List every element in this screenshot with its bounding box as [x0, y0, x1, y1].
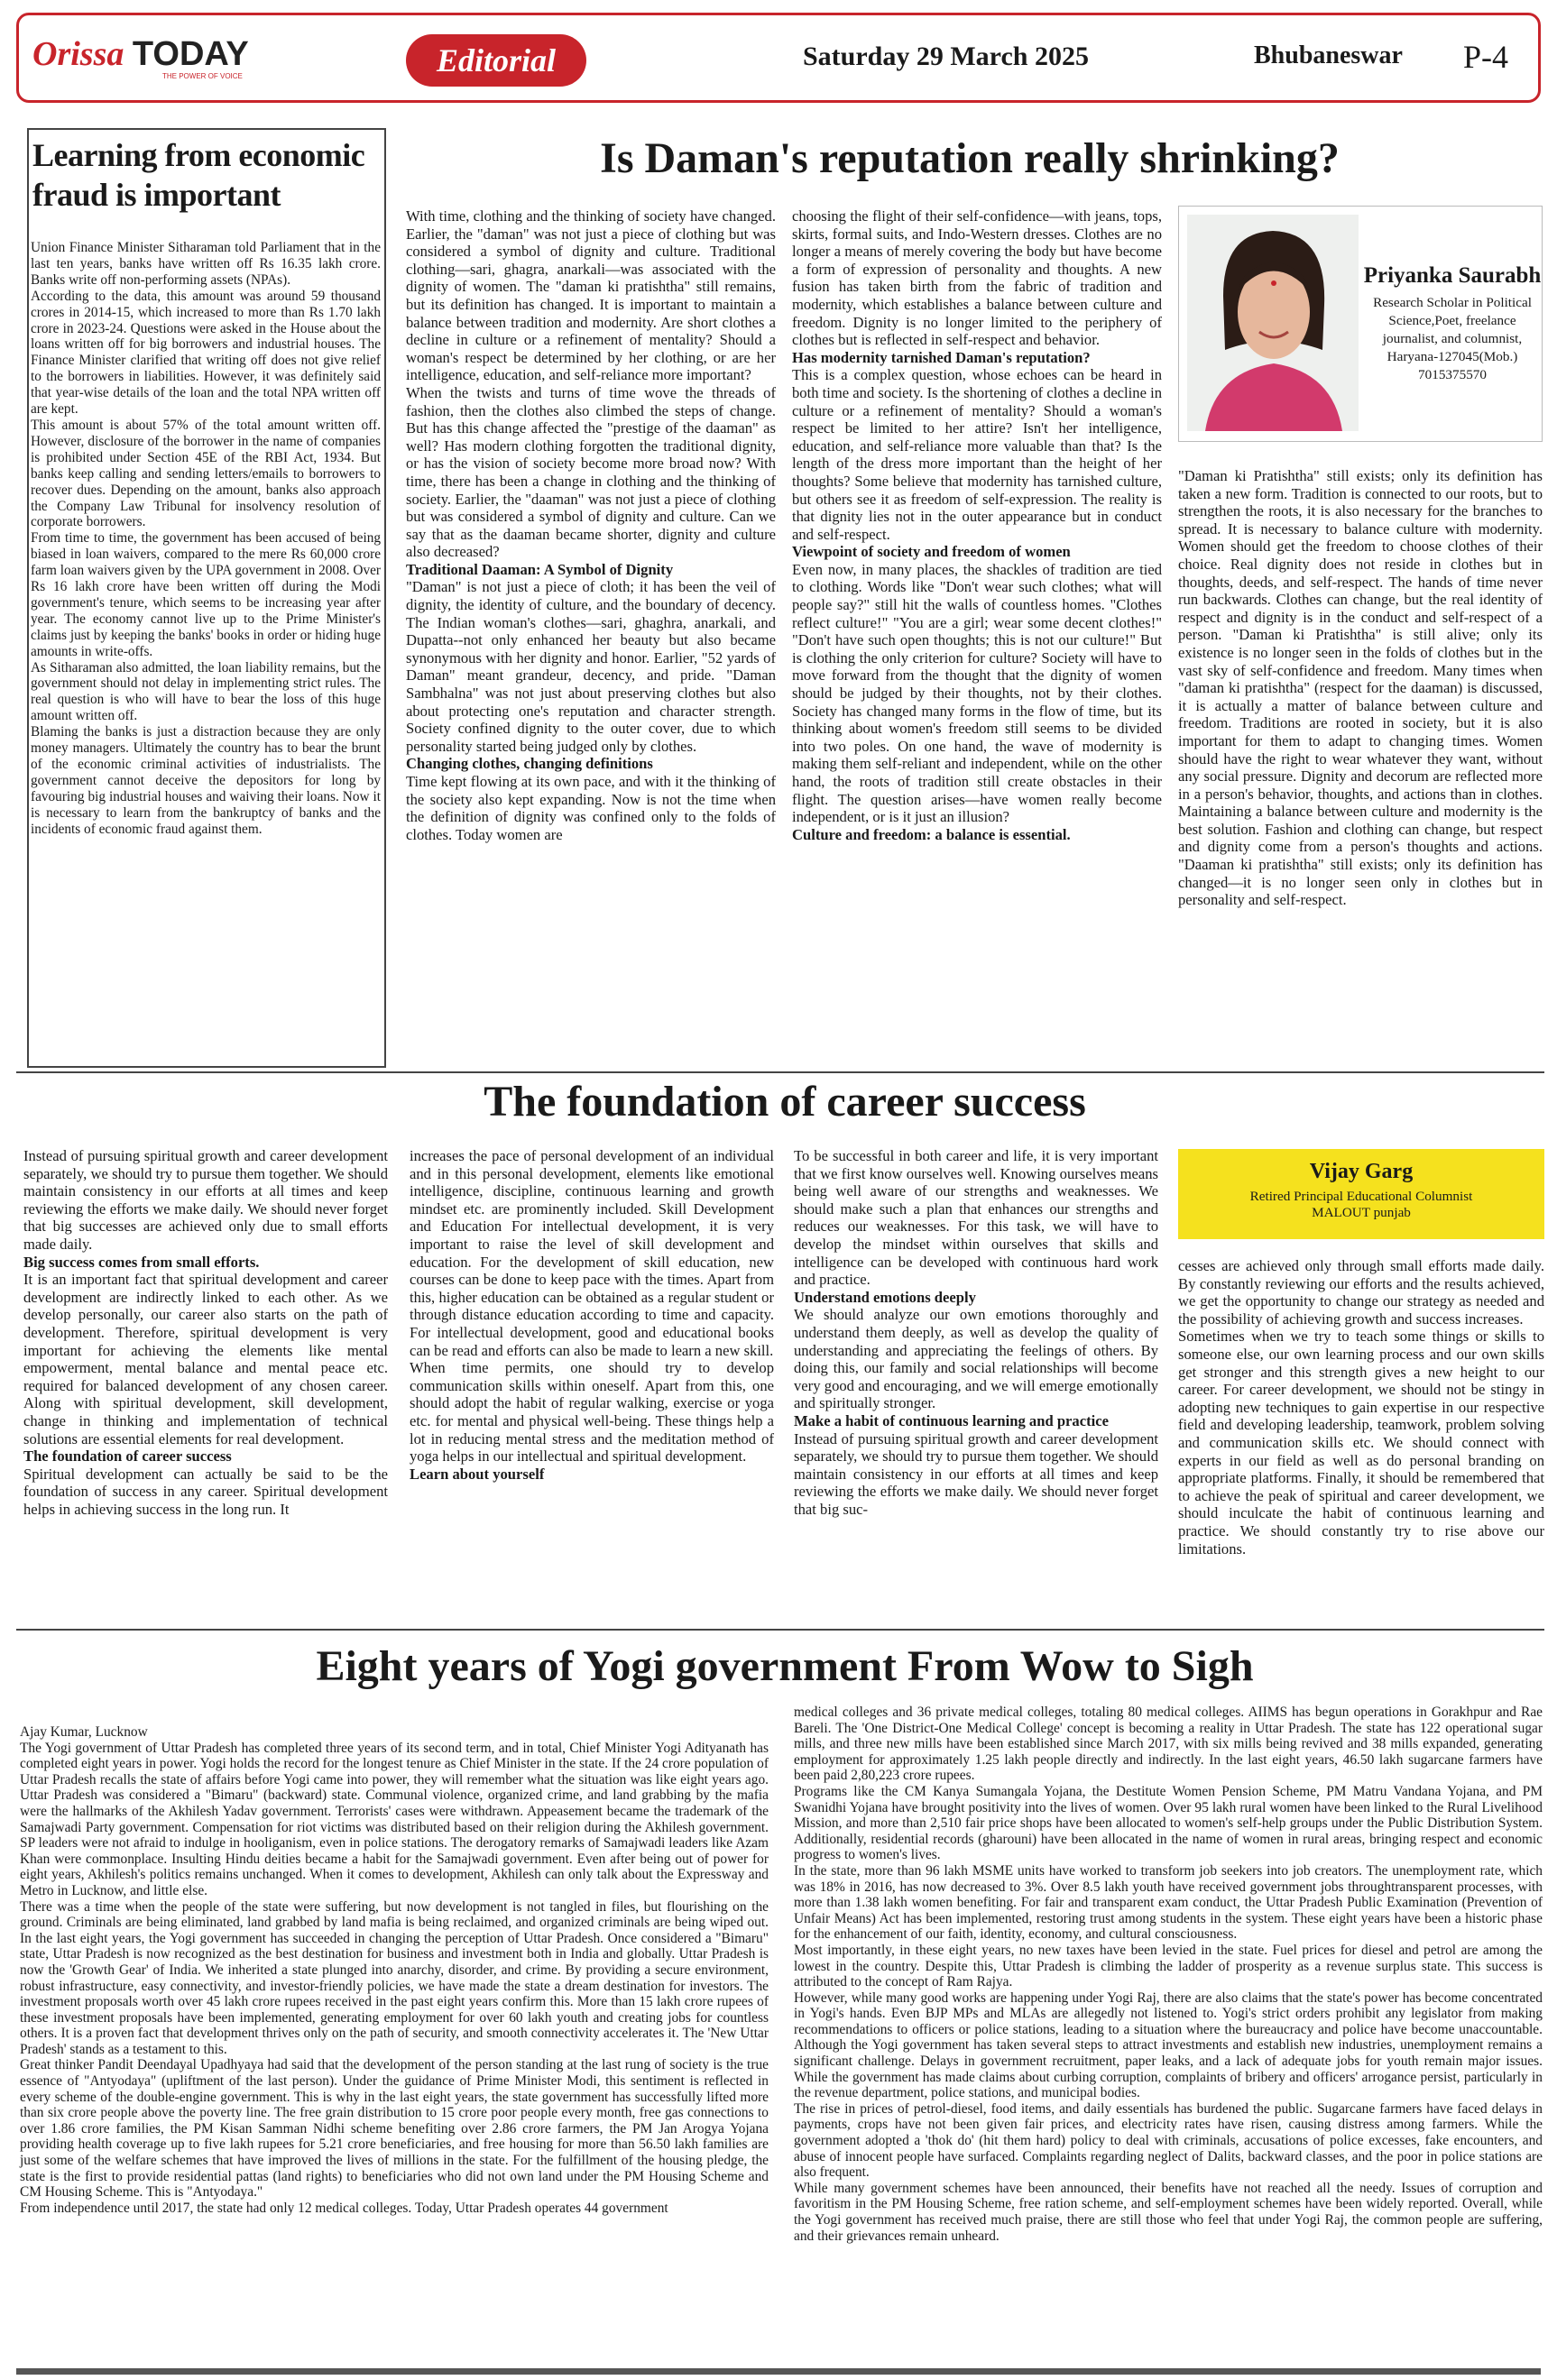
paragraph: It is an important fact that spiritual development and career development are indirectly linked to each other. As we develop personally, our career also starts on the path of development. Therefore, spiritual development is very important for achieving the elements like mental empowerment, mental balance and mental peace etc. required for balanced development of any chosen career. Along with spiritual development, skill development, change in thinking and implementation of technical solutions are essential elements for real development. [23, 1271, 388, 1447]
subheading: Understand emotions deeply [794, 1288, 976, 1306]
paragraph: To be successful in both career and life, it is very important that we first know ourselves well. Knowing ourselves means being well aware of our strengths and weaknesses. We should make such a plan that enhances our strengths and reduces our weaknesses. For this task, we will have to develop the mindset within ourselves that skills and intelligence can be developed with continuous hard work and practice. [794, 1147, 1158, 1289]
paragraph: In the state, more than 96 lakh MSME units have worked to transform job seekers into job creators. The unemployment rate, which was 18% in 2016, has now decreased to 3%. Over 8.5 lakh youth have received government jobs throughtransparent processes, with more than 1.38 lakh women benefiting. For fair and transparent exam conduct, the Uttar Pradesh Public Examination (Prevention of Unfair Means) Act has been implemented, restoring trust among students in the system. These eight years have been a historic phase for the enhancement of our faith, identity, economy, and cultural consciousness. [794, 1862, 1543, 1943]
logo-orissa: Orissa [32, 35, 124, 73]
paragraph: cesses are achieved only through small efforts made daily. By constantly reviewing our efforts and the results achieved, we get the opportunity to change our strategy as needed and the possibility of achieving growth and success increases. [1178, 1257, 1544, 1328]
paragraph: Programs like the CM Kanya Sumangala Yojana, the Destitute Women Pension Scheme, PM Matru Vandana Yojana, and PM Swanidhi Yojana have brought positivity into the lives of women. Over 95 lakh rural women have been linked to the Rural Livelihood Mission, and more than 2,510 fair price shops have been allocated to women's self-help groups under the Public Distribution System. Additionally, residential records (gharouni) have been allocated in the name of women in rural areas, bringing respect and economic progress to women's lives. [794, 1783, 1543, 1863]
paragraph: Sometimes when we try to teach some things or skills to someone else, our own learning process and our own skills get stronger and this strength gives a new height to our career. For career development, we should not be stingy in adopting new techniques to gain expertise in our respective field and developing leadership, teamwork, problem solving and communication skills etc. We should connect with experts in our field as well as do personal branding on appropriate platforms. Finally, it should be remembered that to achieve the peak of spiritual and career development, we should inculcate the habit of continuous learning and practice. We should constantly try to rise above our limitations. [1178, 1328, 1544, 1558]
paragraph: "Daman" is not just a piece of cloth; it has been the veil of dignity, the identity of culture, and the boundary of decency. The Indian woman's clothes—sari, ghaghra, anarkali, and Dupatta--not only enhanced her beauty but also became synonymous with her dignity and honor. Earlier, "52 yards of Daman" meant grandeur, decency, and pride. "Daman Sambhalna" was not just about preserving clothes but also about protecting one's reputation and character strength. Society confined dignity to the outer cover, due to which personality started being judged only by clothes. [406, 578, 776, 755]
career-headline: The foundation of career success [484, 1078, 1086, 1126]
author-line: 7015375570 [1418, 367, 1487, 382]
yogi-headline: Eight years of Yogi government From Wow to Sigh [316, 1642, 1254, 1690]
career-column-1 [23, 1147, 388, 1518]
subheading: Big success comes from small efforts. [23, 1253, 260, 1271]
subheading: Culture and freedom: a balance is essential. [792, 825, 1071, 843]
paragraph: Instead of pursuing spiritual growth and career development separately, we should try to pursue them together. We should maintain consistency in our efforts at all times and keep reviewing the efforts we make daily. We should never forget that big suc- [794, 1429, 1158, 1518]
author-line: Retired Principal Educational Columnist [1249, 1189, 1473, 1204]
logo-today: TODAY [132, 35, 249, 73]
paragraph: While many government schemes have been announced, their benefits have not reached all the needy. Issues of corruption and favoritism in the PM Housing Scheme, free ration scheme, and self-employment schemes have been widely reported. Overall, while the Yogi government has received much praise, there are still those who feel that under Yogi Raj, the common people are suffering, and their grievances remain unheard. [794, 2180, 1543, 2244]
paragraph: The Yogi government of Uttar Pradesh has completed three years of its second term, and in total, Chief Minister Yogi Adityanath has completed eight years in power. Yogi holds the record for the longest tenure as Chief Minister in the state. If the 24 crore population of Uttar Pradesh recalls the state of affairs before Yogi came into power, they will remember what the situation was like eight years ago. Uttar Pradesh was considered a "Bimaru" (backward) state. Communal violence, organized crime, and land grabbing by the mafia were the hallmarks of the Akhilesh Yadav government. Terrorists' cases were withdrawn. Appeasement became the trademark of the Samajwadi Party government. Compensation for riot victims was distributed based on their religion during the Akhilesh government. SP leaders were not afraid to indulge in hooliganism, even in police stations. The derogatory remarks of Samajwadi leaders like Azam Khan were commonplace. Insulting Hindu deities became a habit for the Samajwadi government. Even after being out of power for eight years, Akhilesh's politics remains unchanged. When it comes to development, Akhilesh can only talk about the Expressway and Metro in Lucknow, and little else. [20, 1740, 769, 1898]
paragraph: The rise in prices of petrol-diesel, food items, and daily essentials has burdened the public. Sugarcane farmers have faced delays in payments, crops have not been given fair prices, and electricity rates have risen, causing distress among farmers. While the government adopted a 'thok do' (hit them hard) policy to deal with criminals, accusations of police excesses, fake encounters, and abuse of innocent people have surfaced. Complaints regarding neglect of Dalits, backward classes, and the poor in police stations are also frequent. [794, 2100, 1543, 2181]
paragraph: As Sitharaman also admitted, the loan liability remains, but the government should not delay in implementing strict rules. The real question is who will have to bear the loss of this huge amount written off. [31, 659, 381, 724]
paragraph: Most importantly, in these eight years, no new taxes have been levied in the state. Fuel prices for diesel and petrol are among the lowest in the country. Despite this, Uttar Pradesh is climbing the ladder of prosperity as a revenue surplus state. This success is attributed to the concept of Ram Rajya. [794, 1942, 1543, 1990]
page-footer-bar [16, 2368, 1541, 2375]
author-name: Priyanka Saurabh [1363, 263, 1542, 288]
author-line: Science,Poet, freelance [1388, 313, 1516, 328]
logo-tagline: THE POWER OF VOICE [162, 72, 243, 80]
paragraph: medical colleges and 36 private medical colleges, totaling 80 medical colleges. AIIMS has begun operations in Gorakhpur and Rae Bareli. The 'One District-One Medical College' concept is becoming a reality in Uttar Pradesh. The state has 122 operational sugar mills, and three new mills have been established since March 2017, with six mills being revived and 38 mills expanded, generating employment for approximately 1.25 lakh people directly and indirectly. In the last eight years, 46.50 lakh sugarcane farmers have been paid 2,80,223 crore rupees. [794, 1705, 1543, 1784]
yogi-column-2 [794, 1705, 1543, 2244]
paragraph: Blaming the banks is just a distraction because they are only money managers. Ultimately the country has to bear the brunt of the economic criminal activities of industrialists. The government cannot deceive the depositors for long by favouring big industrial houses and waiving their loans. Now it is necessary to learn from the bankruptcy of banks and the incidents of economic fraud against them. [31, 724, 381, 837]
author-line: MALOUT punjab [1312, 1205, 1411, 1220]
paragraph: With time, clothing and the thinking of society have changed. Earlier, the "daman" was not just a piece of clothing but was considered a symbol of dignity and culture. Traditional clothing—sari, ghagra, anarkali—was associated with the dignity of women. The "daman ki pratishtha" still remains, but its definition has changed. It is important to maintain a balance between tradition and modernity. Are short clothes a decline in culture or a refinement of mentality? Should a woman's respect be determined by her clothing, or are her intelligence, education, and self-reliance more important? [406, 207, 776, 384]
daman-column-2 [792, 207, 1162, 843]
author-line: Haryana-127045(Mob.) [1387, 349, 1518, 364]
daman-column-3 [1178, 467, 1543, 909]
paragraph: This is a complex question, whose echoes can be heard in both time and society. Is the shortening of clothes a decline in culture or a refinement of mentality? Should a woman's respect be limited to her attire? Isn't her intelligence, education, and self-reliance more valuable than that? Is the length of the dress more important than the height of her thoughts? Some believe that modernity has tarnished culture, but others see it as freedom of self-expression. The reality is that dignity lies not in the outer appearance but in conduct and self-respect. [792, 366, 1162, 543]
subheading: Learn about yourself [410, 1465, 545, 1483]
paragraph: Great thinker Pandit Deendayal Upadhyaya had said that the development of the person standing at the last rung of society is the true essence of "Antyodaya" (upliftment of the last person). Under the guidance of Prime Minister Modi, this sentiment is reflected in every scheme of the double-engine government. This is why in the last eight years, the state government has successfully lifted more than six crore people above the poverty line. The free grain distribution to 15 crore poor people every month, free gas connections to over 1.86 crore families, the PM Kisan Samman Nidhi scheme benefiting over 2.86 crore farmers, the PM Jan Arogya Yojana providing health coverage up to five lakh rupees for 5.21 crore beneficiaries, and free housing for more than 56.50 lakh families are just some of the welfare schemes that have improved the lives of millions in the state. For the fulfillment of the housing pledge, the state is the first to provide residential pattas (land rights) to beneficiaries who did not own land under the PM Housing Scheme and CM Housing Scheme. This is "Antyodaya." [20, 2057, 769, 2201]
author-photo [1187, 215, 1359, 431]
paragraph: From time to time, the government has been accused of being biased in loan waivers, compared to the mere Rs 60,000 crore farm loan waivers given by the UPA government in 2008. Over Rs 16 lakh crore have been written off during the Modi government's tenure, which seems to be increasing year after year. The economy cannot live up to the Prime Minister's claims just by keeping the banks' books in order or hiding huge amounts in write-offs. [31, 530, 381, 659]
author-line: Research Scholar in Political [1373, 295, 1532, 310]
daman-column-1 [406, 207, 776, 843]
sidebar-article-body [31, 240, 381, 838]
paragraph: Even now, in many places, the shackles of tradition are tied to clothing. Words like "Don't wear such clothes; what will people say?" still hit the walls of countless homes. "Clothes reflect culture!" "You are a girl; wear some decent clothes!" "Don't have such open thoughts; this is not our culture!" But is clothing the only criterion for culture? Society will have to move forward from the thought that the dignity of women should be judged by their thoughts, not by their clothes. Society has changed many forms in the flow of time, but its thinking about women's freedom still seems to be divided into two poles. On one hand, the wave of modernity is making them self-reliant and independent, while on the other hand, the roots of tradition still create obstacles in their flight. The question arises—have women really become independent, or is it just an illusion? [792, 560, 1162, 826]
subheading: Traditional Daaman: A Symbol of Dignity [406, 560, 674, 578]
paragraph: choosing the flight of their self-confidence—with jeans, tops, skirts, formal suits, and Indo-Western dresses. Clothes are no longer a means of merely covering the body but have become a form of expression of personality and thoughts. A new fusion has taken birth from the fabric of tradition and modernity, which establishes a balance between culture and freedom. Dignity is no longer limited to the periphery of clothes but is reflected in self-respect and behavior. [792, 207, 1162, 349]
paragraph: When time permits, one should try to develop communication skills within oneself. Apart from this, one should adopt the habit of regular walking, exercise or yoga etc. for mental and physical well-being. These things help a lot in reducing mental stress and the meditation method of yoga helps in our intellectual and spiritual development. [410, 1359, 774, 1466]
paragraph: From independence until 2017, the state had only 12 medical colleges. Today, Uttar Pradesh operates 44 government [20, 2200, 668, 2216]
yogi-column-1 [20, 1724, 769, 2216]
subheading: Viewpoint of society and freedom of women [792, 543, 1071, 561]
subheading: Has modernity tarnished Daman's reputation? [792, 348, 1091, 366]
paragraph: We should analyze our own emotions thoroughly and understand them deeply, as well as develop the quality of understanding and appreciating the feelings of others. By doing this, our family and social relationships will become very good and encouraging, and we will emerge emotionally and spiritually stronger. [794, 1306, 1158, 1412]
subheading: Make a habit of continuous learning and practice [794, 1411, 1109, 1429]
page-number: P-4 [1463, 39, 1509, 75]
subheading: The foundation of career success [23, 1447, 232, 1466]
section-divider [16, 1629, 1544, 1631]
subheading: Changing clothes, changing definitions [406, 755, 653, 773]
section-label: Editorial [406, 34, 586, 87]
edition-city: Bhubaneswar [1254, 41, 1403, 69]
newspaper-logo[interactable] [32, 34, 249, 74]
issue-date: Saturday 29 March 2025 [803, 41, 1089, 71]
paragraph: However, while many good works are happening under Yogi Raj, there are also claims that the state's power has become concentrated in Yogi's hands. Even BJP MPs and MLAs are allegedly not listened to. Yogi's strict orders prohibit any legislator from making recommendations to officers or police stations, leading to a situation where the bureaucracy and police have become unaccountable. Although the Yogi government has taken several steps to attract investments and establish new industries, unemployment remains a significant challenge. Delays in government recruitment, paper leaks, and a lack of adequate jobs for youth remain major issues. While the government has made claims about curbing corruption, complaints of bribery and officers' arrogance persist, particularly in the revenue department, police stations, and municipal bodies. [794, 1989, 1543, 2101]
paragraph: Ajay Kumar, Lucknow [20, 1724, 148, 1740]
paragraph: According to the data, this amount was around 59 thousand crores in 2014-15, which increased to more than Rs 1.70 lakh crore in 2023-24. Questions were asked in the House about the loans written off for big borrowers and industrial houses. The Finance Minister clarified that writing off does not give relief to the borrowers in liabilities. However, it was definitely said that year-wise details of the loan and the total NPA written off are kept. [31, 288, 381, 418]
career-column-2 [410, 1147, 774, 1483]
paragraph: Spiritual development can actually be said to be the foundation of success in any career. Spiritual development helps in achieving success in the long run. It [23, 1465, 388, 1518]
paragraph: Time kept flowing at its own pace, and with it the thinking of the society also kept expanding. Now is not the time when the definition of dignity was confined only to the folds of clothes. Today women are [406, 773, 776, 843]
author-name: Vijay Garg [1309, 1160, 1414, 1183]
paragraph: When the twists and turns of time wove the threads of fashion, then the clothes also climbed the steps of change. But has this change affected the "prestige of the daaman" as well? Has modern clothing forgotten the traditional dignity, or has the vision of society become more broad now? With time, there has been a change in clothing and the thinking of society. Earlier, the "daaman" was not just a piece of clothing but was considered a symbol of dignity and culture. Can we say that as the daaman became shorter, dignity and culture also decreased? [406, 383, 776, 561]
paragraph: Instead of pursuing spiritual growth and career development separately, we should try to pursue them together. We should maintain consistency in our efforts at all times and keep reviewing the efforts we make daily. We should never forget that big successes are achieved only due to small efforts made daily. [23, 1147, 388, 1253]
paragraph: There was a time when the people of the state were suffering, but now development is not tangled in files, but flourishing on the ground. Criminals are being eliminated, land grabbed by land mafia is being reclaimed, and organized criminals are being wiped out. In the last eight years, the Yogi government has succeeded in changing the perception of Uttar Pradesh. Once considered a "Bimaru" state, Uttar Pradesh is now recognized as the best destination for business and investment both in India and globally. Uttar Pradesh is now the 'Growth Gear' of India. We inherited a state plunged into anarchy, disorder, and crime. By providing a secure environment, robust infrastructure, easy connectivity, and investor-friendly policies, we have made the state a dream destination for investors. The investment proposals worth over 45 lakh crore rupees received in the past eight years confirm this. More than 15 lakh crore rupees of these investment proposals have been implemented, generating employment for over 60 lakh youth and creating jobs for countless others. It is a proven fact that development thrives only on the path of security, and smooth connectivity accelerates it. The 'New Uttar Pradesh' stands as a testament to this. [20, 1898, 769, 2057]
daman-headline: Is Daman's reputation really shrinking? [600, 134, 1340, 182]
paragraph: increases the pace of personal development of an individual and in this personal development, elements like emotional intelligence, discipline, continuous learning and growth mindset etc. are prominently included. Skill Development and Education For intellectual development, it is very important to raise the level of skill development and education. For the development of skill education, new courses can be done to keep pace with the times. Apart from this, higher education can be obtained as a regular student or through distance education according to time and capacity. For intellectual development, good and educational books can be read and efforts can also be made to learn a new skill. [410, 1147, 774, 1359]
section-divider [16, 1071, 1544, 1073]
author-line: journalist, and columnist, [1382, 331, 1523, 346]
author-description [1178, 1189, 1544, 1221]
paragraph: Union Finance Minister Sitharaman told Parliament that in the last ten years, banks have written off Rs 16.35 lakh crore. Banks write off non-performing assets (NPAs). [31, 240, 381, 288]
sidebar-headline: Learning from economic fraud is important [32, 137, 365, 213]
paragraph: This amount is about 57% of the total amount written off. However, disclosure of the borrower in the name of companies is prohibited under Section 45E of the RBI Act, 1934. But banks keep calling and sending letters/emails to borrowers to recover dues. Depending on the amount, banks also approach the Company Law Tribunal for insolvency resolution of corporate borrowers. [31, 417, 381, 530]
career-column-3 [794, 1147, 1158, 1518]
paragraph: "Daman ki Pratishtha" still exists; only its definition has taken a new form. Tradition is connected to our roots, but to strengthen the roots, it is also necessary for the branches to spread. It is necessary to balance culture with modernity. Women should get the freedom to choose clothes of their choice. Real dignity does not reside in clothes but in thoughts, deeds, and self-respect. The hands of time never run backwards. Clothes can change, but the real identity of respect and dignity is in the conduct and self-respect of a person. "Daman ki Pratishtha" is still alive; only its existence is no longer seen in the folds of clothes but in the vast sky of self-confidence and freedom. Many times when "daman ki pratishtha" (respect for the daaman) is discussed, it is actually a matter of balance between culture and freedom. Traditions are rooted in society, but it is also important for them to adapt to changing times. Women should have the right to wear whatever they want, without any social pressure. Dignity and decorum are reflected more in a person's behavior, thoughts, and actions than in clothes. Maintaining a balance between culture and modernity is the best solution. Fashion and clothing can change, but respect and dignity come from a person's thoughts and actions. "Daaman ki pratishtha" still exists; only its definition has changed—it is no longer seen only in clothes but in personality and self-respect. [1178, 467, 1543, 909]
career-column-4 [1178, 1257, 1544, 1558]
author-description [1362, 294, 1543, 384]
